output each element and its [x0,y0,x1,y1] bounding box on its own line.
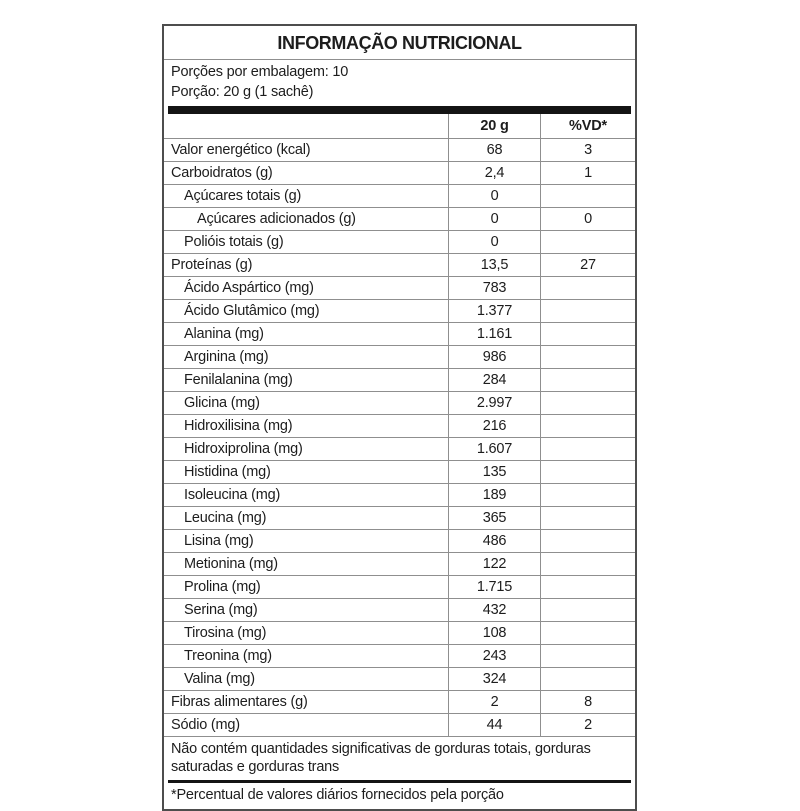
nutrient-name: Histidina (mg) [184,464,271,480]
table-header-row [164,114,635,138]
nutrient-name: Hidroxilisina (mg) [184,418,293,434]
nutrient-name: Polióis totais (g) [184,234,284,250]
nutrient-amount: 122 [448,553,540,575]
no-fat-note: Não contém quantidades significativas de gorduras totais, gorduras saturadas e gorduras trans [164,736,635,780]
nutrient-amount: 2 [448,691,540,713]
table-row [164,598,635,621]
portion-size: Porção: 20 g (1 sachê) [171,84,314,100]
nutrient-name: Sódio (mg) [171,717,240,733]
header-dv-column: %VD* [540,114,635,138]
nutrient-name: Isoleucina (mg) [184,487,281,503]
nutrient-name: Leucina (mg) [184,510,267,526]
table-row [164,276,635,299]
nutrient-amount: 135 [448,461,540,483]
nutrient-name: Lisina (mg) [184,533,254,549]
nutrient-amount: 68 [448,139,540,161]
nutrient-amount: 2.997 [448,392,540,414]
nutrition-label [162,24,637,811]
table-row [164,184,635,207]
nutrient-amount: 986 [448,346,540,368]
nutrient-amount: 2,4 [448,162,540,184]
nutrient-dv [540,507,635,529]
nutrient-name: Hidroxiprolina (mg) [184,441,303,457]
nutrient-amount: 108 [448,622,540,644]
serving-info-block [164,60,635,105]
table-row [164,690,635,713]
nutrient-amount: 783 [448,277,540,299]
nutrient-name: Tirosina (mg) [184,625,267,641]
nutrient-name: Valina (mg) [184,671,255,687]
table-row [164,621,635,644]
table-row [164,483,635,506]
nutrient-dv [540,369,635,391]
table-row [164,253,635,276]
header-nutrient-column [164,114,448,138]
nutrient-dv [540,415,635,437]
table-row [164,575,635,598]
nutrient-amount: 284 [448,369,540,391]
nutrient-name: Ácido Glutâmico (mg) [184,303,320,319]
table-body [164,138,635,736]
nutrient-amount: 1.715 [448,576,540,598]
table-row [164,529,635,552]
nutrient-dv [540,576,635,598]
table-row [164,667,635,690]
nutrient-amount: 44 [448,714,540,736]
nutrient-name: Fibras alimentares (g) [171,694,308,710]
nutrient-name: Glicina (mg) [184,395,260,411]
nutrient-name: Metionina (mg) [184,556,278,572]
nutrient-amount: 432 [448,599,540,621]
table-row [164,414,635,437]
nutrient-dv [540,277,635,299]
table-row [164,713,635,736]
nutrient-amount: 365 [448,507,540,529]
nutrient-name: Arginina (mg) [184,349,269,365]
nutrient-name: Açúcares adicionados (g) [197,211,356,227]
table-row [164,345,635,368]
nutrient-dv [540,645,635,667]
nutrient-name: Alanina (mg) [184,326,264,342]
nutrient-amount: 1.607 [448,438,540,460]
nutrient-dv [540,668,635,690]
nutrient-dv: 1 [540,162,635,184]
nutrient-amount: 243 [448,645,540,667]
nutrient-dv: 27 [540,254,635,276]
nutrient-amount: 0 [448,231,540,253]
table-row [164,460,635,483]
nutrient-name: Fenilalanina (mg) [184,372,293,388]
nutrient-dv [540,185,635,207]
nutrient-amount: 1.161 [448,323,540,345]
nutrient-name: Ácido Aspártico (mg) [184,280,314,296]
nutrient-dv [540,461,635,483]
nutrient-dv [540,323,635,345]
table-row [164,506,635,529]
table-row [164,391,635,414]
header-separator-bar [168,106,631,114]
table-row [164,230,635,253]
nutrient-dv [540,622,635,644]
nutrient-dv [540,553,635,575]
nutrient-name: Açúcares totais (g) [184,188,302,204]
nutrient-dv [540,530,635,552]
nutrient-name: Treonina (mg) [184,648,272,664]
nutrient-dv: 0 [540,208,635,230]
nutrient-dv: 8 [540,691,635,713]
table-row [164,299,635,322]
table-row [164,368,635,391]
nutrient-amount: 13,5 [448,254,540,276]
nutrient-dv [540,484,635,506]
dv-footnote: *Percentual de valores diários fornecidos pela porção [171,787,504,803]
nutrient-name: Proteínas (g) [171,257,253,273]
nutrient-dv: 2 [540,714,635,736]
nutrient-name: Serina (mg) [184,602,258,618]
nutrient-amount: 486 [448,530,540,552]
table-row [164,644,635,667]
nutrient-name: Carboidratos (g) [171,165,273,181]
nutrient-dv: 3 [540,139,635,161]
nutrient-name: Prolina (mg) [184,579,261,595]
nutrient-amount: 324 [448,668,540,690]
nutrient-dv [540,599,635,621]
table-row [164,138,635,161]
nutrient-amount: 1.377 [448,300,540,322]
nutrient-amount: 189 [448,484,540,506]
nutrient-dv [540,392,635,414]
table-row [164,322,635,345]
label-title: INFORMAÇÃO NUTRICIONAL [164,26,635,60]
servings-per-package: Porções por embalagem: 10 [171,64,349,80]
nutrient-amount: 0 [448,208,540,230]
nutrient-dv [540,300,635,322]
header-amount-column: 20 g [448,114,540,138]
nutrient-name: Valor energético (kcal) [171,142,311,158]
table-row [164,437,635,460]
table-row [164,207,635,230]
table-row [164,161,635,184]
nutrient-dv [540,346,635,368]
table-row [164,552,635,575]
nutrient-amount: 216 [448,415,540,437]
nutrient-amount: 0 [448,185,540,207]
nutrient-dv [540,438,635,460]
nutrient-dv [540,231,635,253]
